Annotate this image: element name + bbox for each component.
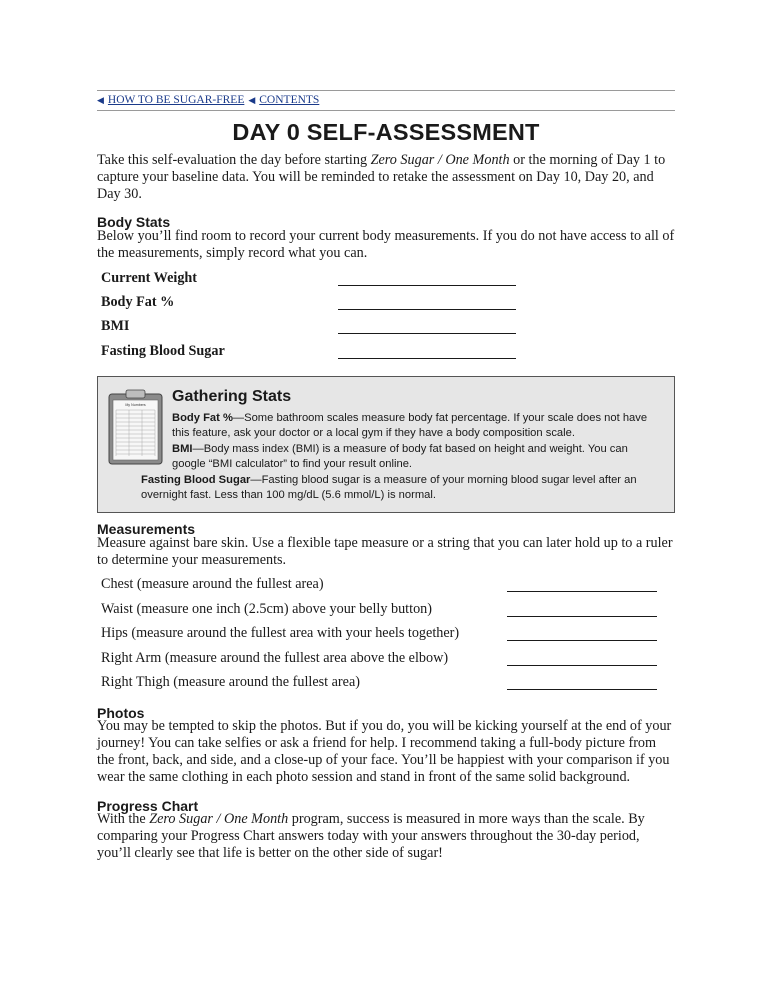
body-fat-note — [172, 411, 662, 441]
right-thigh-input-line[interactable] — [507, 689, 657, 690]
stat-label-body-fat: Body Fat % — [101, 294, 175, 310]
body-fat-input-line[interactable] — [338, 309, 516, 310]
bmi-input-line[interactable] — [338, 333, 516, 334]
bmi-description: —Body mass index (BMI) is a measure of body fat based on height and weight. You can google “BMI calculator” to find your result online. — [172, 443, 628, 470]
stat-row — [101, 318, 521, 338]
stat-row — [101, 270, 521, 290]
right-arm-input-line[interactable] — [507, 665, 657, 666]
measurement-row — [101, 601, 661, 621]
back-arrow-icon: ◀ — [97, 95, 104, 105]
fasting-blood-sugar-term: Fasting Blood Sugar — [141, 474, 251, 486]
stat-row — [101, 294, 521, 314]
gathering-stats-title: Gathering Stats — [172, 388, 292, 405]
intro-text: Take this self-evaluation the day before starting — [97, 152, 371, 168]
nav-link-contents[interactable]: CONTENTS — [259, 94, 320, 106]
hips-input-line[interactable] — [507, 640, 657, 641]
fasting-blood-sugar-input-line[interactable] — [338, 358, 516, 359]
measurements-heading: Measurements — [97, 521, 196, 537]
measurement-label-hips: Hips (measure around the fullest area with your heels together) — [101, 625, 460, 641]
nav-link-how-to-be-sugar-free[interactable]: HOW TO BE SUGAR-FREE — [107, 94, 245, 106]
page-title: DAY 0 SELF-ASSESSMENT — [232, 119, 540, 145]
photos-paragraph: You may be tempted to skip the photos. But if you do, you will be kicking yourself at the end of your journey! You can take selfies or ask a friend for help. I recommend taking a full-body picture from the front, back, and side, and a close-up of your face. You’ll be happiest with your comparison if you wear the same clothing in each photo session and stand in front of the same solid background. — [97, 718, 672, 785]
measurement-row — [101, 576, 661, 596]
progress-text-end: program, success is measured in more ways than the scale. By comparing your Progress Chart answers today with your answers throughout the 30-day period, you’ll clearly see that life is better on the other side of sugar! — [97, 811, 645, 861]
top-navigation — [97, 90, 675, 111]
book-title: Zero Sugar / One Month — [370, 152, 510, 168]
stat-label-current-weight: Current Weight — [101, 270, 198, 286]
chest-input-line[interactable] — [507, 591, 657, 592]
stat-label-bmi: BMI — [101, 318, 130, 334]
body-fat-term: Body Fat % — [172, 412, 233, 424]
measurement-label-waist: Waist (measure one inch (2.5cm) above your belly button) — [101, 601, 432, 617]
stat-row — [101, 343, 521, 363]
measurement-row — [101, 625, 661, 645]
photos-heading: Photos — [97, 705, 145, 721]
book-title: Zero Sugar / One Month — [149, 811, 289, 827]
bmi-term: BMI — [172, 443, 193, 455]
progress-text: With the — [97, 811, 150, 827]
clipboard-icon — [108, 389, 163, 465]
measurement-label-chest: Chest (measure around the fullest area) — [101, 576, 324, 592]
measurement-row — [101, 650, 661, 670]
bmi-note — [172, 442, 662, 472]
waist-input-line[interactable] — [507, 616, 657, 617]
measurements-intro: Measure against bare skin. Use a flexible tape measure or a string that you can later hold up to a ruler to determine your measurements. — [97, 535, 673, 568]
stat-label-fasting-blood-sugar: Fasting Blood Sugar — [101, 343, 225, 359]
body-stats-heading: Body Stats — [97, 214, 171, 230]
fasting-blood-sugar-description: —Fasting blood sugar is a measure of your morning blood sugar level after an overnight fast. Less than 100 mg/dL (5.6 mmol/L) is normal. — [141, 474, 637, 501]
clipboard-label: My Numbers — [125, 403, 146, 407]
body-stats-intro: Below you’ll find room to record your current body measurements. If you do not have access to all of the measurements, simply record what you can. — [97, 228, 675, 261]
body-fat-description: —Some bathroom scales measure body fat percentage. If your scale does not have this feature, ask your doctor or a local gym if they have a body composition scale. — [172, 412, 648, 439]
progress-chart-heading: Progress Chart — [97, 798, 199, 814]
measurement-label-right-arm: Right Arm (measure around the fullest area above the elbow) — [101, 650, 449, 666]
current-weight-input-line[interactable] — [338, 285, 516, 286]
intro-paragraph — [97, 152, 675, 203]
measurement-label-right-thigh: Right Thigh (measure around the fullest area) — [101, 674, 360, 690]
progress-chart-paragraph — [97, 811, 675, 862]
intro-text-end: or the morning of Day 1 to capture your baseline data. You will be reminded to retake the assessment on Day 10, Day 20, and Day 30. — [97, 152, 666, 202]
measurement-row — [101, 674, 661, 694]
fasting-blood-sugar-note — [141, 473, 666, 503]
gathering-stats-box — [97, 376, 675, 513]
back-arrow-icon: ◀ — [248, 95, 256, 105]
